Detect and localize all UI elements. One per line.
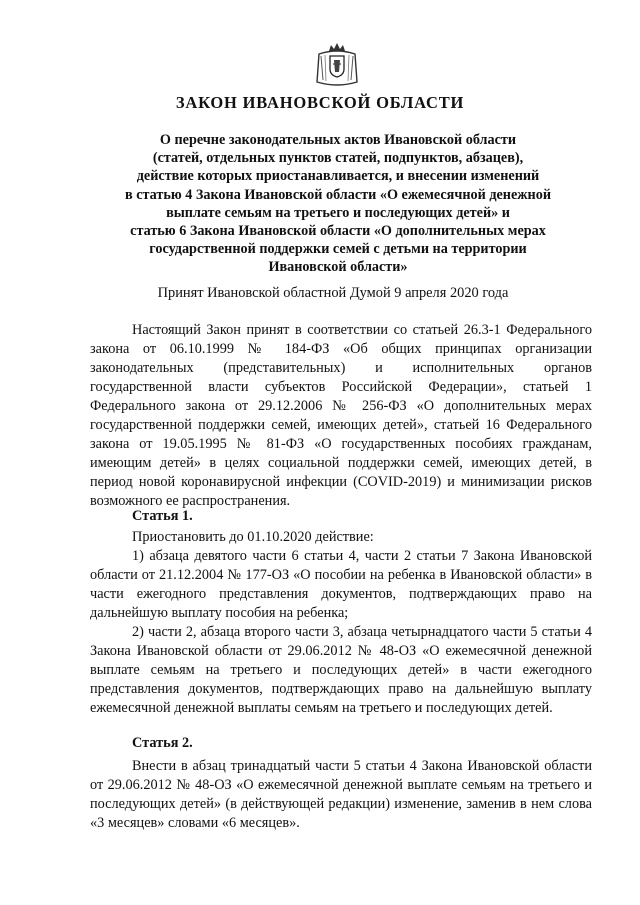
subject-line: (статей, отдельных пунктов статей, подпунктов, абзацев),	[152, 150, 524, 167]
subject-line: действие которых приостанавливается, и внесении изменений	[136, 168, 540, 185]
law-subject	[100, 131, 576, 277]
subject-line: государственной поддержки семей с детьми на территории	[149, 241, 527, 258]
subject-line: О перечне законодательных актов Ивановской области	[159, 132, 517, 148]
article-2-heading: Статья 2.	[132, 735, 193, 751]
article-2-paragraph: Внести в абзац тринадцатый части 5 статьи 4 Закона Ивановской области от 29.06.2012 № 48-ОЗ «О ежемесячной денежной выплате семьям на третьего и последующих детей» (в действующей редакции) изменение, заменив в нем слова «3 месяцев» словами «6 месяцев».	[90, 758, 592, 831]
adoption-note: Принят Ивановской областной Думой 9 апреля 2020 года	[157, 285, 509, 301]
subject-line: выплате семьям на третьего и последующих детей» и	[166, 204, 510, 221]
subject-line: статью 6 Закона Ивановской области «О дополнительных мерах	[130, 223, 546, 240]
subject-line: Ивановской области»	[268, 259, 408, 276]
article-1-item-2: 2) части 2, абзаца второго части 3, абзаца четырнадцатого части 5 статьи 4 Закона Ивановской области от 29.06.2012 № 48-ОЗ «О ежемесячной денежной выплате семьям на третьего и последующих детей» в части ежегодного представления документов, подтверждающих право на дальнейшую выплату ежемесячной денежной выплаты семьям на третьего и последующих детей.	[90, 624, 592, 716]
article-1-heading: Статья 1.	[132, 508, 193, 524]
law-title: ЗАКОН ИВАНОВСКОЙ ОБЛАСТИ	[175, 93, 465, 112]
article-1-intro: Приостановить до 01.10.2020 действие:	[132, 529, 374, 545]
preamble-paragraph: Настоящий Закон принят в соответствии со статьей 26.3-1 Федерального закона от 06.10.1999 № 184-ФЗ «Об общих принципах организации законодательных (представительных) и исполнительных органов государственной власти субъектов Российской Федерации», статьей 1 Федерального закона от 29.12.2006 № 256-ФЗ «О дополнительных мерах государственной поддержки семей, имеющих детей», статьей 16 Федерального закона от 19.05.1995 № 81-ФЗ «О государственных пособиях гражданам, имеющим детей» в целях социальной поддержки семей, имеющих детей, в период новой коронавирусной инфекции (COVID-2019) и минимизации рисков возможного ее распространения.	[90, 322, 592, 509]
article-1-item-1: 1) абзаца девятого части 6 статьи 4, части 2 статьи 7 Закона Ивановской области от 21.12.2004 № 177-ОЗ «О пособии на ребенка в Ивановской области» в части ежегодного представления документов, подтверждающих право на дальнейшую выплату пособия на ребенка;	[90, 548, 592, 621]
coat-of-arms-icon	[315, 42, 359, 88]
subject-line: в статью 4 Закона Ивановской области «О ежемесячной денежной	[124, 186, 551, 203]
